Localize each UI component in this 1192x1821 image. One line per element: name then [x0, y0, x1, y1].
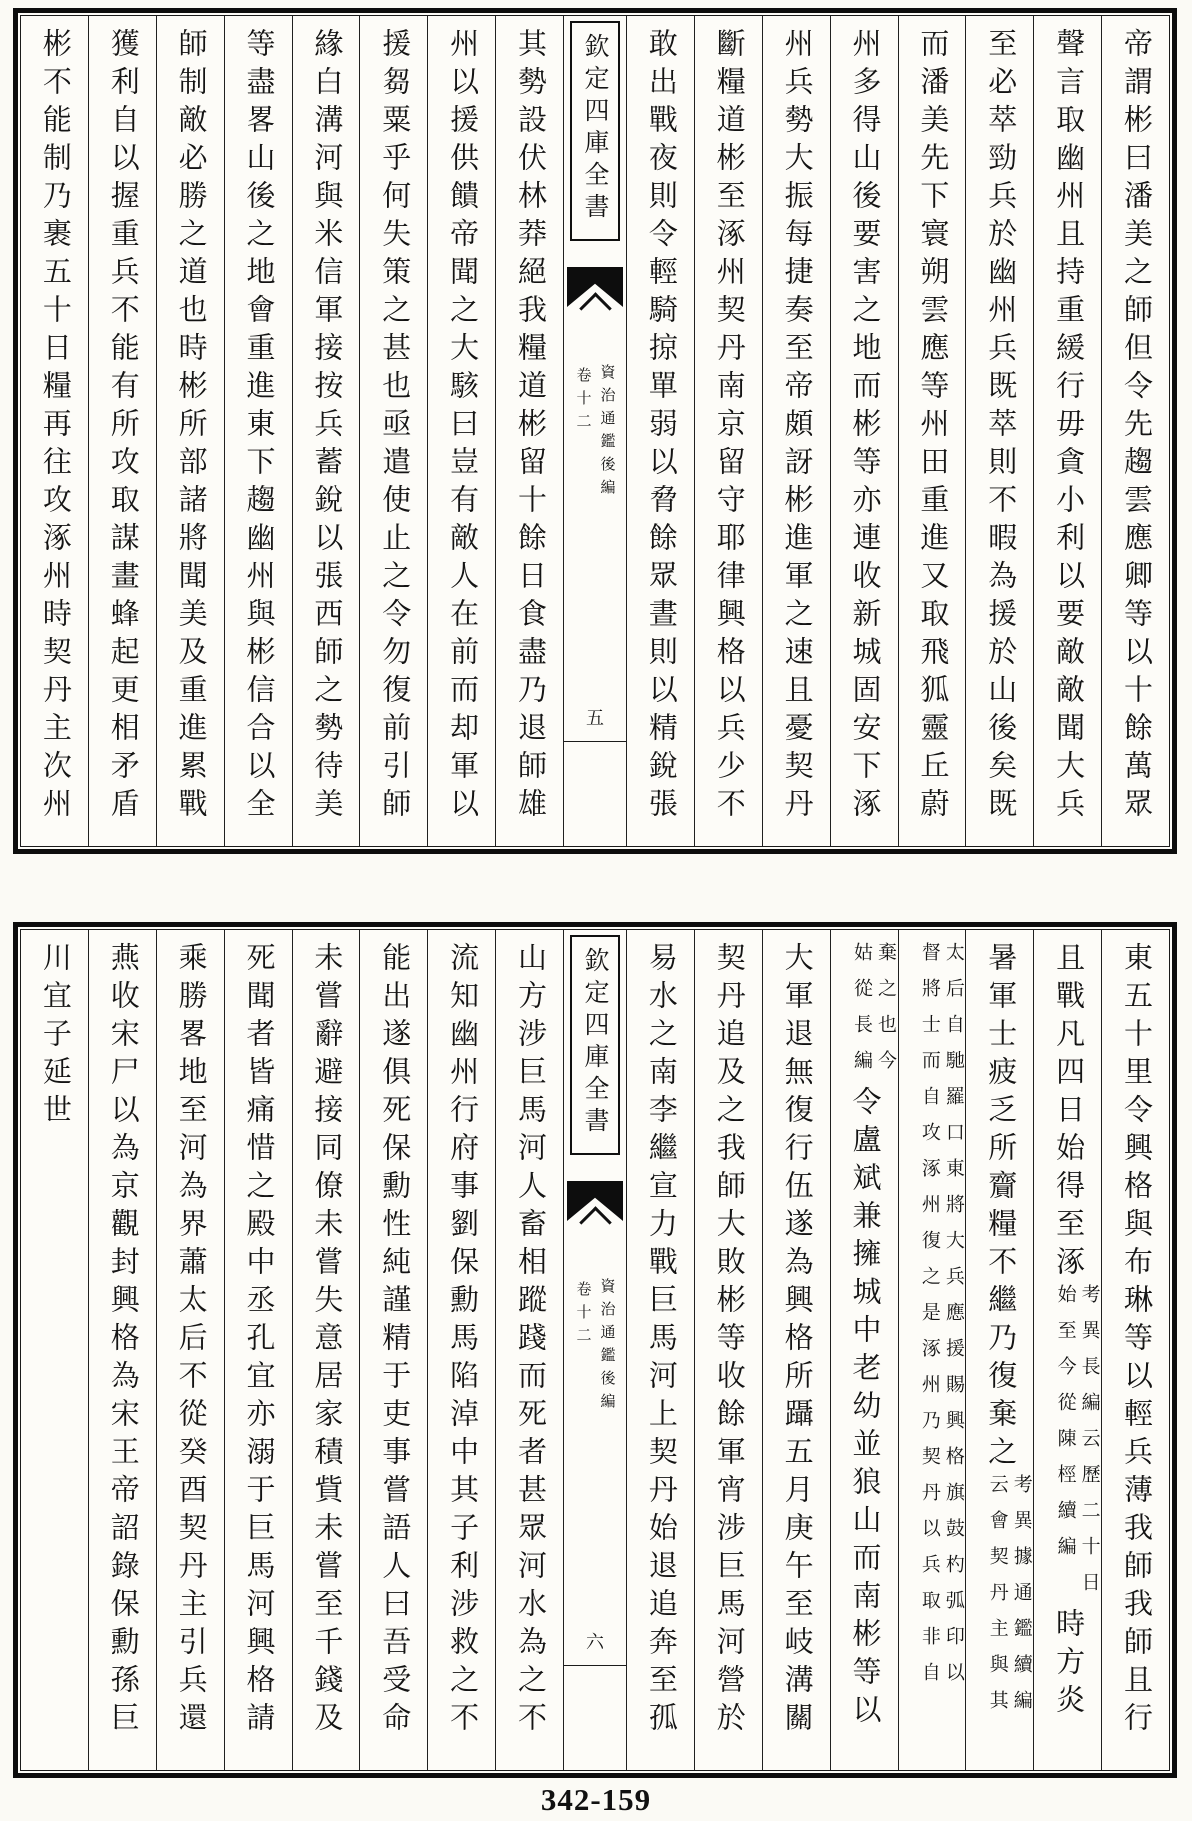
column-text: 流知幽州行府事劉保勳馬陷淖中其子利涉救之不: [446, 942, 481, 1740]
text-column: [762, 930, 830, 1770]
column-text: 聲言取幽州且持重緩行毋貪小利以要敵敵聞大兵: [1052, 28, 1087, 826]
column-text: 其勢設伏林莽絕我糧道彬留十餘日食盡乃退師雄: [514, 28, 548, 826]
column-text: 斷糧道彬至涿州契丹南京留守耶律興格以兵少不: [712, 28, 747, 826]
text-column-with-note: [898, 930, 966, 1770]
column-text: 易水之南李繼宣力戰巨馬河上契丹始退追奔至孤: [644, 942, 679, 1740]
page-top-half: [13, 8, 1177, 854]
text-column-with-note: [965, 930, 1033, 1770]
series-title: 欽定四庫全書: [581, 947, 610, 1139]
column-text: 死聞者皆痛惜之殿中丞孔宜亦溺于巨馬河興格請: [242, 942, 277, 1740]
column-text: 而潘美先下寰朔雲應等州田重進又取飛狐靈丘蔚: [916, 28, 951, 826]
column-text: 州兵勢大振每捷奏至帝頗訝彬進軍之速且憂契丹: [780, 28, 815, 826]
note-right-line: 考異長編云歷二十日: [1078, 1284, 1101, 1608]
column-text: 未嘗辭避接同僚未嘗失意居家積貲未嘗至千錢及: [310, 942, 345, 1740]
text-column: [1101, 16, 1169, 846]
column-text: 援芻粟乎何失策之甚也亟遣使止之令勿復前引師: [378, 28, 413, 826]
column-text: 契丹追及之我師大敗彬等收餘軍宵涉巨馬河營於: [712, 942, 747, 1740]
text-column: [1101, 930, 1169, 1770]
text-column: [88, 16, 156, 846]
text-column: [898, 16, 966, 846]
column-text: 師制敵必勝之道也時彬所部諸將聞美及重進累戰: [174, 28, 209, 826]
banxin-center-fold: [563, 930, 626, 1770]
column-text: 能出遂俱死保勳性純謹精于吏事嘗語人曰吾受命: [378, 942, 413, 1740]
column-text: 東五十里令興格與布琳等以輕兵薄我師我師且行: [1120, 942, 1154, 1740]
column-text: 令盧斌兼擁城中老幼並狼山而南彬等以: [848, 1086, 883, 1732]
banxin-titles: [575, 1278, 616, 1416]
column-text: 燕收宋尸以為京觀封興格為宋王帝詔錄保勳孫巨: [106, 942, 141, 1740]
volume-label: 卷十二: [574, 367, 593, 436]
text-column-with-note: [1033, 930, 1101, 1770]
page-bottom-frame: [20, 929, 1170, 1771]
book-title: 資治通鑑後編: [598, 364, 617, 502]
text-column: [626, 16, 694, 846]
page-number: 342-159: [540, 1782, 652, 1817]
chevron-up-icon: [579, 292, 612, 325]
column-text: 獲利自以握重兵不能有所攻取謀畫蜂起更相矛盾: [106, 28, 141, 826]
text-column: [292, 16, 360, 846]
folio-rule: [564, 741, 626, 742]
column-text: 暑軍士疲乏所齎糧不繼乃復棄之: [984, 942, 1019, 1474]
volume-label: 卷十二: [574, 1281, 593, 1350]
note-left-line: 姑從長編: [851, 942, 873, 1086]
column-text: 至必萃勁兵於幽州兵既萃則不暇為援於山後矣既: [984, 28, 1019, 826]
text-column: [830, 16, 898, 846]
text-column: [88, 930, 156, 1770]
page-bottom-half: [13, 922, 1177, 1778]
text-column: [694, 930, 762, 1770]
series-title: 欽定四庫全書: [581, 33, 610, 225]
book-title: 資治通鑑後編: [598, 1278, 617, 1416]
text-column: [21, 16, 88, 846]
interlinear-note: [987, 1474, 1032, 1726]
column-text: 緣白溝河與米信軍接按兵蓄銳以張西師之勢待美: [310, 28, 345, 826]
text-column: [427, 16, 495, 846]
interlinear-note: [851, 942, 896, 1086]
note-right-line: 考異據通鑑續編: [1010, 1474, 1033, 1726]
note-left-line: 督將士而自攻涿州復之是涿州乃契丹以兵取非自: [918, 942, 941, 1698]
column-text: 川宜子延世: [38, 942, 73, 1132]
text-column: [359, 930, 427, 1770]
column-text: 山方涉巨馬河人畜相蹤踐而死者甚眾河水為之不: [514, 942, 548, 1740]
text-column: [495, 16, 563, 846]
interlinear-note: [1055, 1284, 1100, 1608]
column-text: 州以援供饋帝聞之大駭曰豈有敵人在前而却軍以: [446, 28, 481, 826]
column-text: 時方炎: [1052, 1608, 1087, 1722]
column-text: 帝謂彬曰潘美之師但令先趨雲應卿等以十餘萬眾: [1120, 28, 1154, 826]
interlinear-note: [919, 942, 964, 1698]
note-right-line: 棄之也今: [875, 942, 897, 1086]
text-column: [1033, 16, 1101, 846]
column-text: 等盡畧山後之地會重進東下趨幽州與彬信合以全: [242, 28, 277, 826]
column-text: 且戰凡四日始得至涿: [1052, 942, 1087, 1284]
folio-rule: [564, 1665, 626, 1666]
banxin-center-fold: [563, 16, 626, 846]
text-column: [156, 930, 224, 1770]
text-column: [626, 930, 694, 1770]
text-column: [224, 16, 292, 846]
banxin-cartouche: [570, 21, 620, 241]
text-column: [495, 930, 563, 1770]
text-column: [694, 16, 762, 846]
text-column-with-note: [830, 930, 898, 1770]
page-top-frame: [20, 15, 1170, 847]
text-column: [292, 930, 360, 1770]
note-left-line: 云會契丹主與其: [986, 1474, 1009, 1726]
note-left-line: 始至今從陳桱續編: [1054, 1284, 1077, 1572]
folio-number: 六: [586, 1632, 604, 1653]
text-column: [224, 930, 292, 1770]
column-text: 州多得山後要害之地而彬等亦連收新城固安下涿: [848, 28, 883, 826]
text-column: [156, 16, 224, 846]
note-right-line: 太后自馳羅口東將大兵應援賜興格旗鼓杓弧印以: [942, 942, 965, 1698]
banxin-cartouche: [570, 935, 620, 1155]
column-text: 敢出戰夜則令輕騎掠單弱以脅餘眾晝則以精銳張: [644, 28, 679, 826]
text-column: [21, 930, 88, 1770]
banxin-titles: [575, 364, 616, 502]
column-text: 彬不能制乃裹五十日糧再往攻涿州時契丹主次州: [38, 28, 73, 826]
text-column: [762, 16, 830, 846]
folio-number: 五: [586, 708, 604, 729]
chevron-up-icon: [579, 1206, 612, 1239]
text-column: [427, 930, 495, 1770]
text-column: [359, 16, 427, 846]
column-text: 乘勝畧地至河為界蕭太后不從癸酉契丹主引兵還: [174, 942, 209, 1740]
text-column: [965, 16, 1033, 846]
column-text: 大軍退無復行伍遂為興格所躡五月庚午至岐溝關: [780, 942, 815, 1740]
